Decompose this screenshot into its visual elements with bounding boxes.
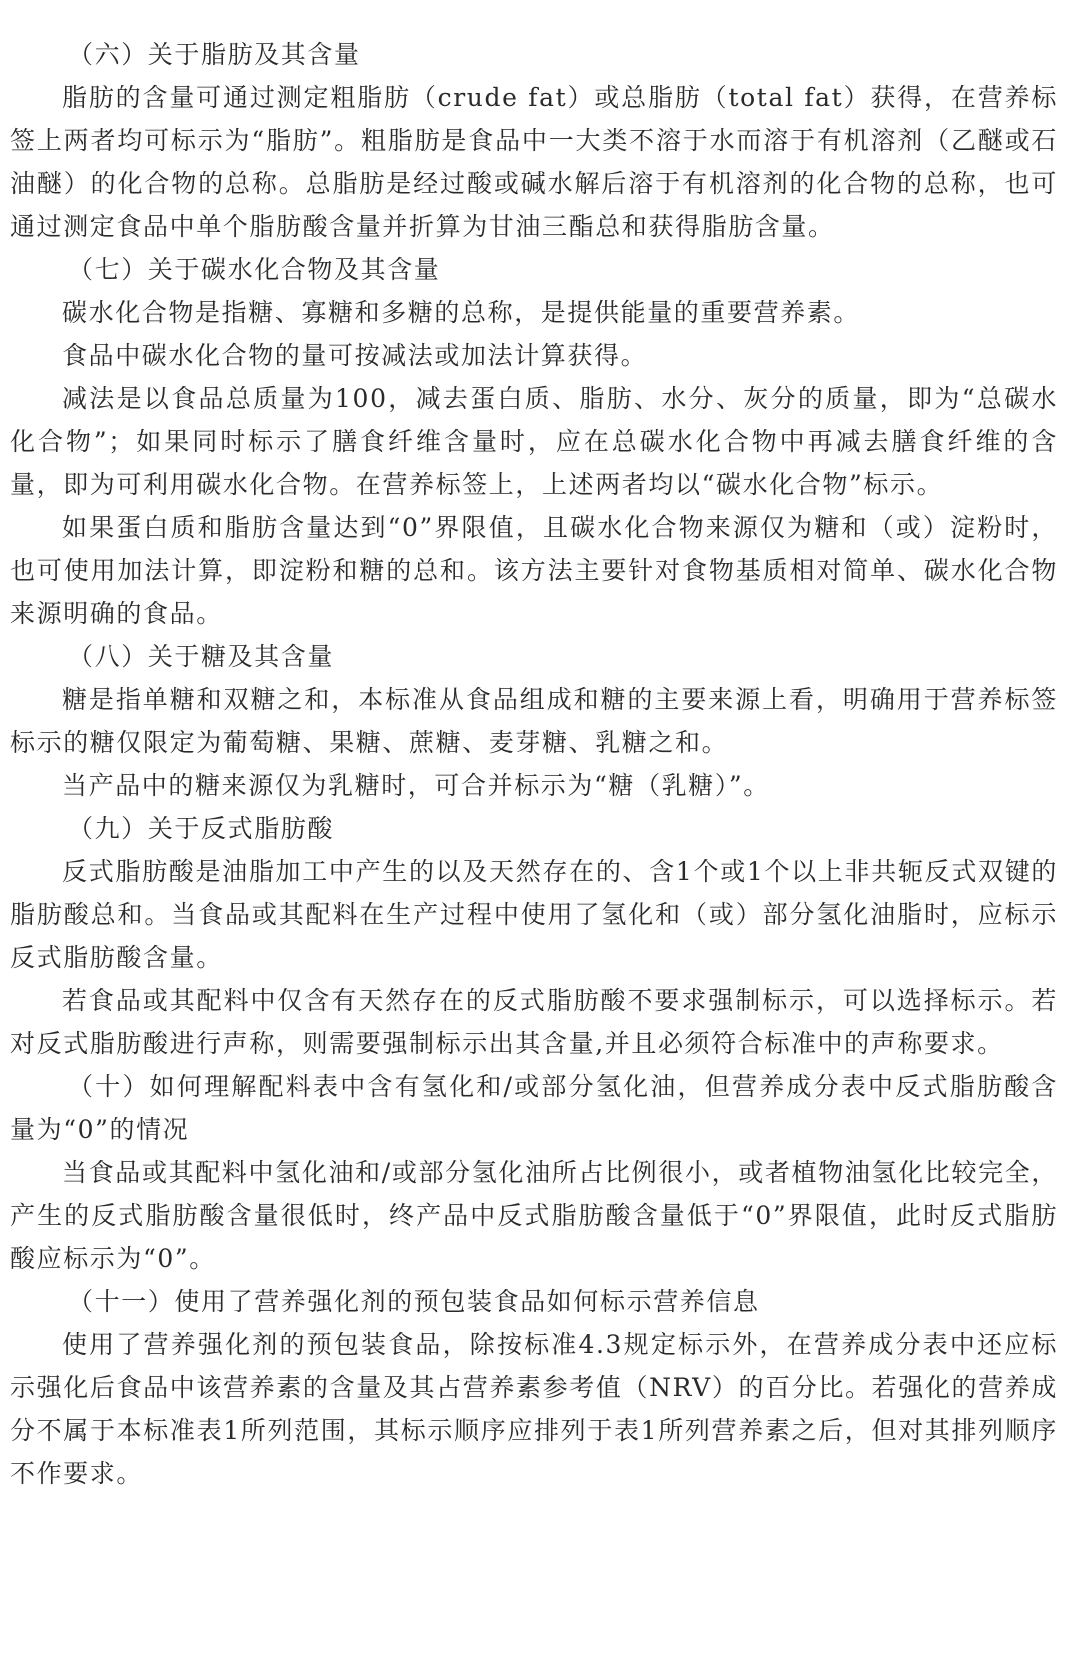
paragraph-carbohydrate-calculation: 食品中碳水化合物的量可按减法或加法计算获得。 bbox=[62, 341, 648, 370]
paragraph-fortifier: 使用了营养强化剂的预包装食品，除按标准4.3规定标示外，在营养成分表中还应标示强化后食品中该营养素的含量及其占营养素参考值（NRV）的百分比。若强化的营养成分不属于本标准表1所列范围，其标示顺序应排列于表1所列营养素之后，但对其排列顺序不作要求。 bbox=[10, 1330, 1058, 1488]
section-heading-hydrogenated-oil: （十）如何理解配料表中含有氢化和/或部分氢化油，但营养成分表中反式脂肪酸含量为“0”的情况 bbox=[10, 1072, 1058, 1144]
document-body bbox=[10, 33, 1058, 1495]
paragraph-addition-method: 如果蛋白质和脂肪含量达到“0”界限值，且碳水化合物来源仅为糖和（或）淀粉时，也可使用加法计算，即淀粉和糖的总和。该方法主要针对食物基质相对简单、碳水化合物来源明确的食品。 bbox=[10, 513, 1058, 628]
paragraph-hydrogenated-oil: 当食品或其配料中氢化油和/或部分氢化油所占比例很小，或者植物油氢化比较完全，产生的反式脂肪酸含量很低时，终产品中反式脂肪酸含量低于“0”界限值，此时反式脂肪酸应标示为“0”。 bbox=[10, 1158, 1058, 1273]
paragraph-trans-fat-definition: 反式脂肪酸是油脂加工中产生的以及天然存在的、含1个或1个以上非共轭反式双键的脂肪酸总和。当食品或其配料在生产过程中使用了氢化和（或）部分氢化油脂时，应标示反式脂肪酸含量。 bbox=[10, 857, 1058, 972]
section-heading-carbohydrate: （七）关于碳水化合物及其含量 bbox=[68, 255, 441, 284]
section-heading-fortifier: （十一）使用了营养强化剂的预包装食品如何标示营养信息 bbox=[68, 1287, 760, 1316]
paragraph-trans-fat-optional: 若食品或其配料中仅含有天然存在的反式脂肪酸不要求强制标示，可以选择标示。若对反式脂肪酸进行声称，则需要强制标示出其含量,并且必须符合标准中的声称要求。 bbox=[10, 986, 1058, 1058]
section-heading-fat: （六）关于脂肪及其含量 bbox=[68, 40, 361, 69]
section-heading-sugar: （八）关于糖及其含量 bbox=[68, 642, 335, 671]
section-heading-trans-fat: （九）关于反式脂肪酸 bbox=[68, 814, 335, 843]
paragraph-subtraction-method: 减法是以食品总质量为100，减去蛋白质、脂肪、水分、灰分的质量，即为“总碳水化合物”；如果同时标示了膳食纤维含量时，应在总碳水化合物中再减去膳食纤维的含量，即为可利用碳水化合物。在营养标签上，上述两者均以“碳水化合物”标示。 bbox=[10, 384, 1058, 499]
paragraph-fat-content: 脂肪的含量可通过测定粗脂肪（crude fat）或总脂肪（total fat）获得，在营养标签上两者均可标示为“脂肪”。粗脂肪是食品中一大类不溶于水而溶于有机溶剂（乙醚或石油醚）的化合物的总称。总脂肪是经过酸或碱水解后溶于有机溶剂的化合物的总称，也可通过测定食品中单个脂肪酸含量并折算为甘油三酯总和获得脂肪含量。 bbox=[10, 83, 1058, 241]
paragraph-sugar-definition: 糖是指单糖和双糖之和，本标准从食品组成和糖的主要来源上看，明确用于营养标签标示的糖仅限定为葡萄糖、果糖、蔗糖、麦芽糖、乳糖之和。 bbox=[10, 685, 1058, 757]
paragraph-lactose: 当产品中的糖来源仅为乳糖时，可合并标示为“糖（乳糖）”。 bbox=[62, 771, 770, 800]
paragraph-carbohydrate-definition: 碳水化合物是指糖、寡糖和多糖的总称，是提供能量的重要营养素。 bbox=[62, 298, 861, 327]
